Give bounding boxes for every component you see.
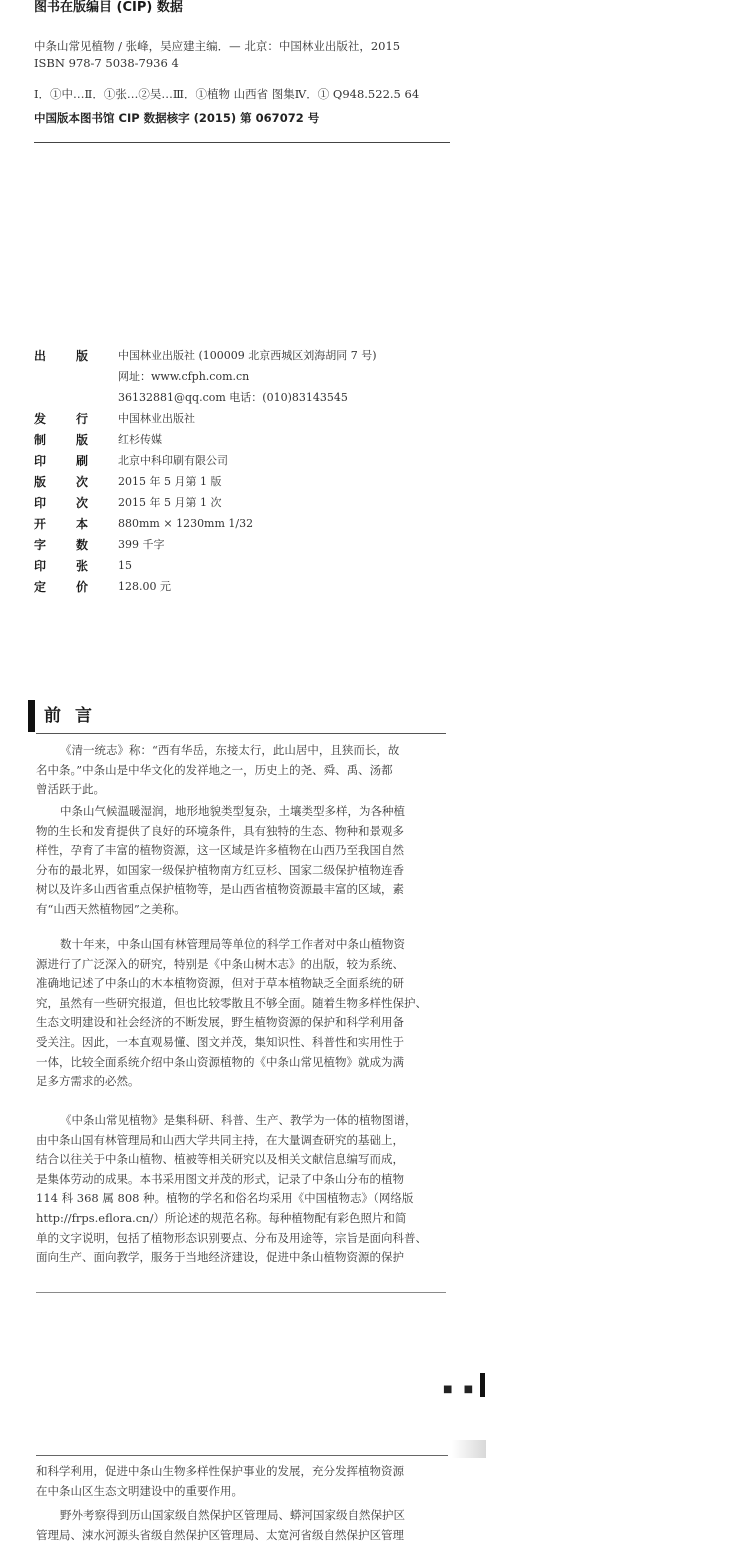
preface-line: 源进行了广泛深入的研究，特别是《中条山树木志》的出版，较为系统、	[36, 956, 404, 971]
imprint-row	[34, 493, 221, 511]
continuation-text	[36, 1462, 448, 1545]
preface-line: 足多方需求的必然。	[36, 1074, 140, 1089]
preface-line: 《中条山常见植物》是集科研、科普、生产、教学为一体的植物图谱，	[60, 1113, 417, 1127]
imprint-value: 399 千字	[118, 538, 165, 551]
preface-paragraph-4	[36, 1111, 448, 1268]
imprint-label: 印 刷	[34, 453, 89, 468]
imprint-value: 880mm × 1230mm 1/32	[118, 516, 254, 530]
imprint-label: 字 数	[34, 537, 89, 552]
imprint-row	[34, 556, 132, 574]
cip-isbn-line: ISBN 978-7 5038-7936 4	[34, 56, 179, 70]
scan-shadow	[452, 1440, 486, 1458]
imprint-value: 红杉传媒	[118, 433, 162, 446]
preface-line: 114 科 368 属 808 种。植物的学名和俗名均采用《中国植物志》（网络版	[36, 1191, 414, 1206]
continuation-line: 野外考察得到历山国家级自然保护区管理局、蟒河国家级自然保护区	[60, 1508, 405, 1523]
preface-line: 准确地记述了中条山的木本植物资源，但对于草本植物缺乏全面系统的研	[36, 976, 404, 991]
imprint-label	[34, 390, 118, 404]
continuation-line: 管理局、涑水河源头省级自然保护区管理局、太宽河省级自然保护区管理	[36, 1527, 404, 1542]
imprint-row	[34, 451, 228, 469]
imprint-value: 中国林业出版社	[118, 412, 195, 425]
imprint-label: 印 张	[34, 558, 89, 573]
imprint-value: 15	[118, 558, 132, 572]
continuation-line: 在中条山区生态文明建设中的重要作用。	[36, 1483, 243, 1498]
cip-subject-line: Ⅰ．①中…Ⅱ．①张…②吴…Ⅲ．①植物 山西省 图集Ⅳ．① Q948.522.5 64	[34, 87, 420, 101]
imprint-row	[34, 577, 171, 595]
imprint-value: 中国林业出版社 (100009 北京西城区刘海胡同 7 号)	[118, 349, 377, 362]
imprint-row	[34, 514, 253, 532]
preface-line: 究，虽然有一些研究报道，但也比较零散且不够全面。随着生物多样性保护、	[36, 995, 427, 1010]
cip-record-number: 中国版本图书馆 CIP 数据核字 (2015) 第 067072 号	[34, 111, 320, 125]
page-end-rule	[36, 1292, 446, 1293]
preface-paragraph-2	[36, 802, 448, 920]
imprint-value: 北京中科印刷有限公司	[118, 454, 228, 467]
preface-paragraph-3	[36, 935, 448, 1092]
preface-line: 有“山西天然植物园”之美称。	[36, 901, 186, 916]
imprint-value: 2015 年 5 月第 1 版	[118, 475, 222, 488]
imprint-row	[34, 388, 348, 406]
preface-line: 结合以往关于中条山植物、植被等相关研究以及相关文献信息编写而成，	[36, 1152, 404, 1167]
preface-line: 分布的最北界，如国家一级保护植物南方红豆杉、国家二级保护植物连香	[36, 862, 404, 877]
folio-bar	[480, 1373, 485, 1397]
folio-mark: ■ ■	[443, 1384, 478, 1395]
preface-marker-bar	[28, 700, 35, 732]
continuation-line: 和科学利用，促进中条山生物多样性保护事业的发展，充分发挥植物资源	[36, 1464, 404, 1478]
preface-line: http://frps.eflora.cn/）所论述的规范名称。每种植物配有彩色照片和简	[36, 1210, 407, 1225]
imprint-row	[34, 409, 195, 427]
preface-line: 物的生长和发育提供了良好的环境条件，具有独特的生态、物种和景观多	[36, 823, 404, 838]
cip-catalog-line: 中条山常见植物 / 张峰，吴应建主编．— 北京：中国林业出版社，2015	[34, 39, 401, 53]
imprint-value: 36132881@qq.com 电话：(010)83143545	[118, 391, 348, 404]
imprint-row	[34, 472, 221, 490]
preface-line: 单的文字说明，包括了植物形态识别要点、分布及用途等，宗旨是面向科普、	[36, 1230, 427, 1245]
imprint-value: 2015 年 5 月第 1 次	[118, 496, 222, 509]
preface-rule	[36, 733, 446, 734]
imprint-row	[34, 346, 377, 364]
preface-title: 前言	[44, 706, 106, 726]
imprint-row	[34, 430, 162, 448]
cip-title: 图书在版编目 (CIP) 数据	[34, 0, 183, 15]
preface-line: 受关注。因此，一本直观易懂、图文并茂，集知识性、科普性和实用性于	[36, 1034, 404, 1049]
preface-line: 一体，比较全面系统介绍中条山资源植物的《中条山常见植物》就成为满	[36, 1054, 404, 1069]
imprint-label: 定 价	[34, 579, 89, 594]
imprint-label: 发 行	[34, 411, 89, 426]
imprint-value: 网址：www.cfph.com.cn	[118, 370, 250, 383]
imprint-label: 制 版	[34, 432, 89, 447]
preface-paragraph-1	[36, 741, 448, 800]
preface-line: 数十年来，中条山国有林管理局等单位的科学工作者对中条山植物资	[60, 937, 405, 951]
cip-divider	[34, 142, 450, 143]
imprint-value: 128.00 元	[118, 580, 171, 593]
imprint-label: 印 次	[34, 495, 89, 510]
preface-line: 树以及许多山西省重点保护植物等，是山西省植物资源最丰富的区域，素	[36, 882, 404, 897]
imprint-label: 版 次	[34, 474, 89, 489]
continuation-rule	[36, 1455, 448, 1456]
preface-line: 《清一统志》称：“西有华岳，东接太行，此山居中，且狭而长，故	[60, 743, 400, 757]
preface-line: 样性，孕育了丰富的植物资源，这一区域是许多植物在山西乃至我国自然	[36, 843, 404, 858]
imprint-label	[34, 369, 118, 383]
preface-line: 由中条山国有林管理局和山西大学共同主持，在大量调查研究的基础上，	[36, 1132, 404, 1147]
imprint-row	[34, 535, 165, 553]
preface-line: 生态文明建设和社会经济的不断发展，野生植物资源的保护和科学利用备	[36, 1015, 404, 1030]
preface-line: 是集体劳动的成果。本书采用图文并茂的形式，记录了中条山分布的植物	[36, 1171, 404, 1186]
imprint-label: 出 版	[34, 348, 89, 363]
preface-line: 曾活跃于此。	[36, 782, 105, 797]
preface-line: 名中条。”中条山是中华文化的发祥地之一，历史上的尧、舜、禹、汤都	[36, 762, 393, 777]
preface-line: 面向生产、面向教学，服务于当地经济建设，促进中条山植物资源的保护	[36, 1250, 404, 1265]
preface-line: 中条山气候温暖湿润，地形地貌类型复杂，土壤类型多样，为各种植	[60, 804, 405, 818]
imprint-row	[34, 367, 249, 385]
imprint-label: 开 本	[34, 516, 89, 531]
